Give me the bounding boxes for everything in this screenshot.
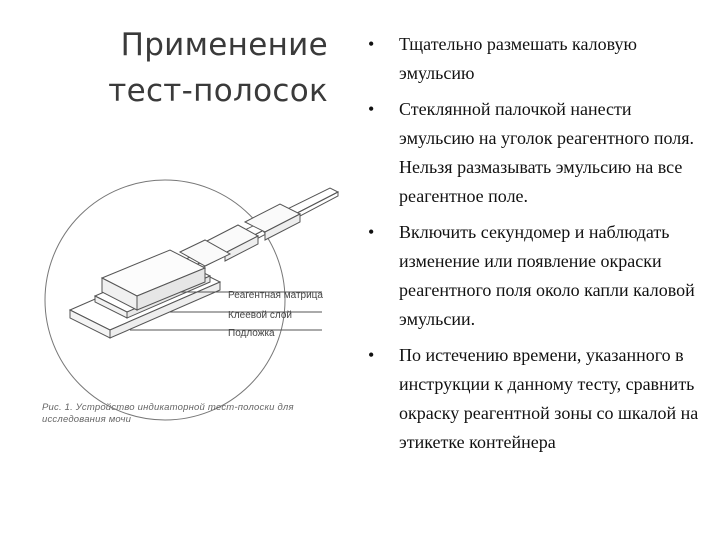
test-strip-diagram <box>30 170 360 440</box>
instruction-list <box>365 30 705 464</box>
list-item: • По истечению времени, указанного в инструкции к данному тесту, сравнить окраску реагентной зоны со шкалой на этикетке контейнера <box>365 341 705 457</box>
slide-title <box>78 22 328 114</box>
list-item: • Включить секундомер и наблюдать изменение или появление окраски реагентного поля около капли каловой эмульсии. <box>365 218 705 334</box>
title-line-2: тест-полосок <box>108 73 328 109</box>
label-glue-layer: Клеевой слой <box>228 310 293 321</box>
list-item: • Стеклянной палочкой нанести эмульсию на уголок реагентного поля. Нельзя размазывать эмульсию на все реагентное поле. <box>365 95 705 211</box>
figure-caption: Рис. 1. Устройство индикаторной тест-полоски для исследования мочи <box>42 402 294 425</box>
label-reagent-matrix: Реагентная матрица <box>228 290 323 301</box>
title-line-1: Применение <box>120 27 328 63</box>
label-base: Подложка <box>228 328 275 339</box>
list-item: • Тщательно размешать каловую эмульсию <box>365 30 705 88</box>
